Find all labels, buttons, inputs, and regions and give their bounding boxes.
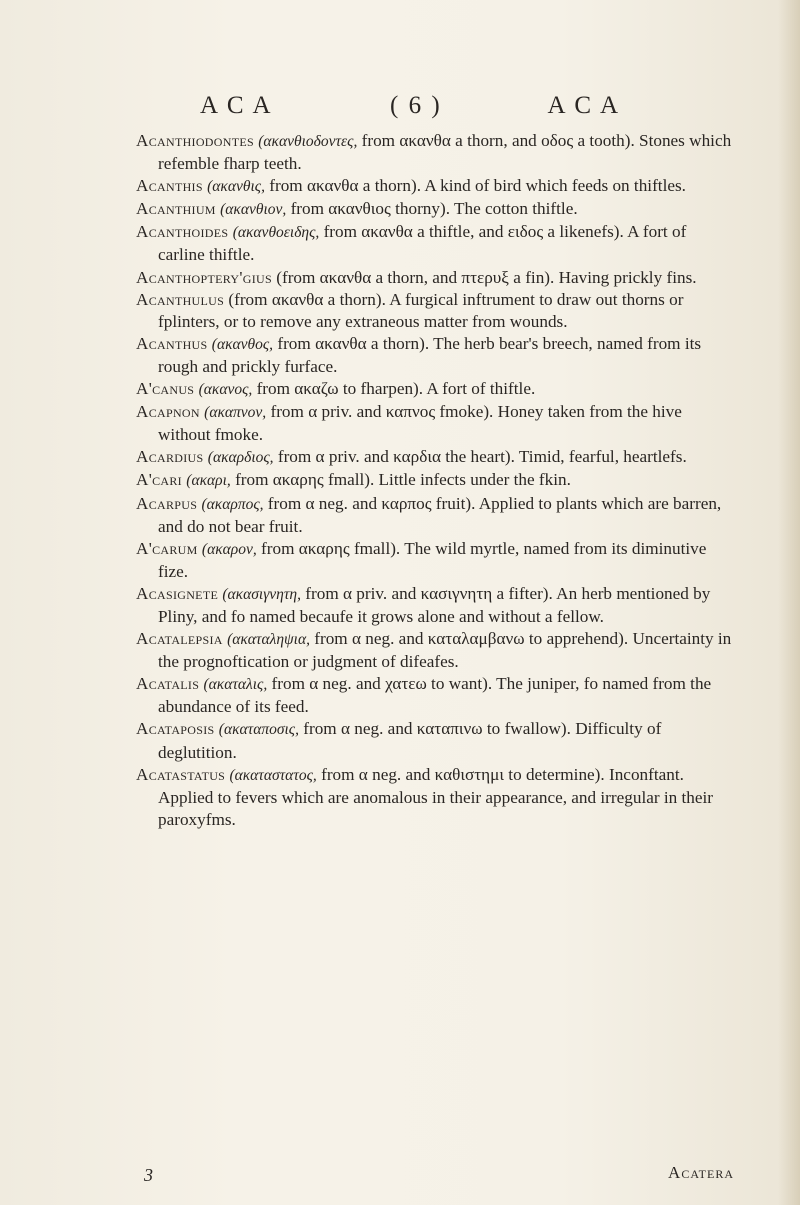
header-right: A C A: [547, 92, 620, 119]
entry-headword: Acataposis: [136, 719, 215, 739]
page-number: ( 6 ): [390, 92, 442, 119]
dictionary-entry: [136, 538, 736, 583]
entry-headword: Acanthis: [136, 176, 203, 196]
dictionary-entry: [136, 175, 736, 198]
entry-greek: (ακανθος,: [211, 335, 274, 353]
entry-greek: (ακανθοειδης,: [232, 224, 320, 242]
entry-greek: (ακαρον,: [201, 540, 257, 558]
entry-definition: from α neg. and καθιστημι to determine). Inconftant. Applied to fevers which are anomalous in their appearance, and irregular in their paroxyfms.: [158, 764, 714, 829]
entry-greek: (ακανθις,: [207, 178, 265, 196]
dictionary-entry: [136, 673, 736, 718]
entry-greek: (ακαταποσις,: [218, 721, 299, 739]
page-edge-shadow: [778, 0, 800, 1205]
dictionary-entry: [136, 469, 736, 492]
dictionary-entry: [136, 130, 736, 175]
dictionary-entry: [136, 378, 736, 401]
entry-definition: from ακανθα a thorn). A kind of bird which feeds on thiftles.: [264, 176, 686, 196]
dictionary-entry: [136, 198, 736, 221]
header-left: A C A: [200, 92, 273, 119]
entry-greek: (ακαταστατος,: [229, 766, 317, 784]
entry-greek: (ακαπνον,: [204, 404, 267, 422]
dictionary-entry: [136, 267, 736, 289]
entry-definition: from α neg. and καταλαμβανω to apprehend). Uncertainty in the prognoftication or judgment of difeafes.: [158, 629, 732, 672]
entry-definition: from ακανθα a thorn, and οδος a tooth). Stones which refemble fharp teeth.: [158, 131, 732, 174]
dictionary-entry: [136, 446, 736, 469]
dictionary-entry: [136, 628, 736, 673]
entry-greek: (ακαρπος,: [201, 495, 264, 513]
entry-definition: from ακαζω to fharpen). A fort of thiftle.: [252, 379, 536, 399]
dictionary-entry: [136, 583, 736, 628]
entry-definition: from ακανθιος thorny). The cotton thiftle.: [286, 199, 578, 219]
entry-headword: Acanthus: [136, 333, 208, 353]
dictionary-entry: [136, 718, 736, 763]
entry-headword: Acasignete: [136, 583, 219, 603]
entry-headword: Acapnon: [136, 402, 200, 422]
entry-headword: Acatalis: [136, 674, 200, 694]
signature-mark: 3: [144, 1165, 153, 1185]
entry-headword: Acardius: [136, 447, 204, 467]
entry-headword: Acanthoptery'gius: [136, 267, 272, 287]
entry-headword: Acatalepsia: [136, 629, 223, 649]
entry-greek: (ακαταλις,: [203, 676, 268, 694]
entry-greek: (ακανθιοδοντες,: [258, 133, 358, 150]
entry-definition: from ακανθα a thorn). The herb bear's breech, named from its rough and prickly furface.: [158, 333, 702, 376]
entry-definition: from ακαρης fmall). The wild myrtle, named from its diminutive fize.: [158, 538, 707, 581]
dictionary-entry: [136, 401, 736, 446]
entry-headword: Acarpus: [136, 493, 198, 513]
entry-greek: (ακαρι,: [186, 472, 231, 490]
entry-headword: A'canus: [136, 379, 195, 399]
entry-greek: (ακανος,: [198, 381, 253, 399]
dictionary-entry: [136, 289, 736, 333]
entry-definition: from ακαρης fmall). Little infects under the fkin.: [230, 470, 571, 490]
dictionary-entries: [136, 130, 736, 831]
entry-greek: (ακανθιον,: [220, 201, 287, 219]
entry-definition: from α neg. and καρπος fruit). Applied to plants which are barren, and do not bear fruit.: [158, 493, 722, 536]
running-header: [200, 92, 620, 128]
catchword: Acatera: [668, 1163, 734, 1182]
entry-headword: Acanthulus: [136, 289, 225, 309]
entry-definition: from α priv. and καπνος fmoke). Honey taken from the hive without fmoke.: [158, 402, 682, 445]
entry-definition: from α neg. and χατεω to want). The juniper, fo named from the abundance of its feed.: [158, 674, 712, 717]
dictionary-entry: [136, 764, 736, 831]
entry-definition: from ακανθα a thiftle, and ειδος a likenefs). A fort of carline thiftle.: [158, 222, 687, 265]
entry-definition: from α priv. and καρδια the heart). Timid, fearful, heartlefs.: [273, 447, 687, 467]
entry-headword: A'cari: [136, 470, 182, 490]
entry-headword: Acanthoides: [136, 222, 229, 242]
dictionary-entry: [136, 493, 736, 538]
entry-greek: (ακαταληψια,: [227, 631, 310, 649]
dictionary-entry: [136, 221, 736, 266]
page-footer: [136, 1163, 736, 1191]
entry-headword: Acatastatus: [136, 764, 226, 784]
entry-definition: (from ακανθα a thorn). A furgical inftrument to draw out thorns or fplinters, or to remove any extraneous matter from wounds.: [158, 289, 684, 331]
dictionary-entry: [136, 333, 736, 378]
entry-definition: from α neg. and καταπινω to fwallow). Difficulty of deglutition.: [158, 719, 662, 762]
entry-headword: Acanthium: [136, 199, 216, 219]
entry-greek: (ακασιγνητη,: [222, 585, 301, 603]
entry-greek: (ακαρδιος,: [207, 449, 274, 467]
entry-headword: Acanthiodontes: [136, 131, 254, 150]
entry-definition: (from ακανθα a thorn, and πτερυξ a fin). Having prickly fins.: [271, 267, 697, 287]
entry-definition: from α priv. and κασιγνητη a fifter). An herb mentioned by Pliny, and fo named becaufe it grows alone and without a fellow.: [158, 583, 711, 626]
entry-headword: A'carum: [136, 538, 198, 558]
